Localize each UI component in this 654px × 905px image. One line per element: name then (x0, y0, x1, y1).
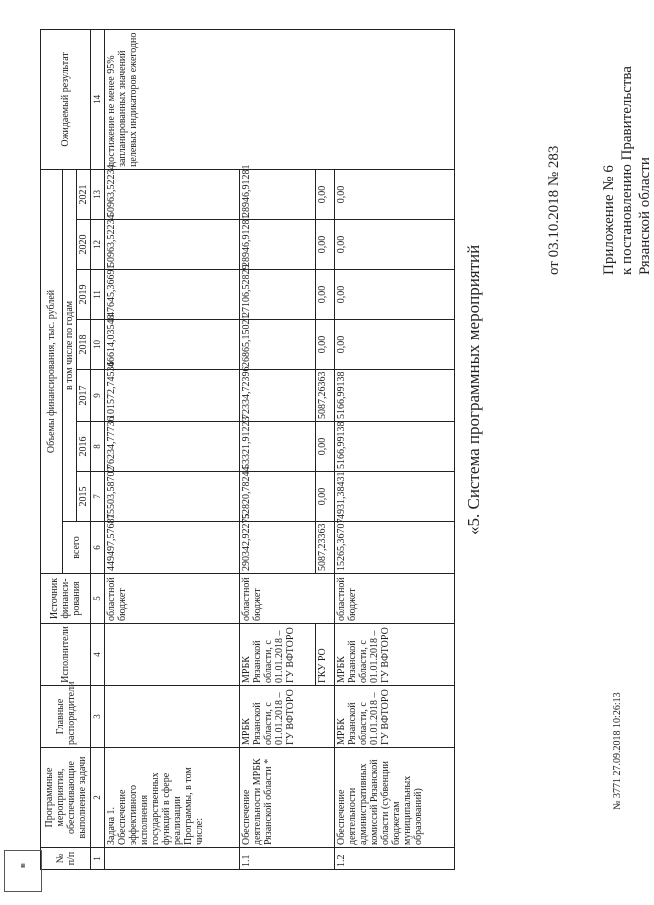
row-y2016: 76234,77736 (105, 422, 240, 472)
header-year: 2020 (77, 220, 91, 270)
column-number: 1 (91, 848, 105, 870)
row-y2020: 0,00 (316, 220, 334, 270)
column-number: 3 (91, 686, 105, 748)
row-y2018: 46614,03548 (105, 320, 240, 370)
row-y2021: 0,00 (334, 169, 454, 219)
row-measure: Обеспечение деятельности МРБК Рязанской области * (239, 748, 334, 848)
column-number: 6 (91, 522, 105, 574)
row-manager: МРБК Рязанской области, с 01.01.2018 – ГУ ВФТОРО (334, 686, 454, 748)
row-y2019: 0,00 (334, 270, 454, 320)
row-y2020: 28946,91281 (239, 220, 316, 270)
row-y2015: 52820,78244 (239, 472, 316, 522)
row-y2018: 0,00 (316, 320, 334, 370)
row-y2016: 53321,91223 (239, 422, 316, 472)
row-source: областной бюджет (334, 574, 454, 624)
page-title: «5. Система программных мероприятий (464, 244, 483, 535)
column-number: 8 (91, 422, 105, 472)
row-num: 1.2 (334, 848, 454, 870)
header-num: № п/п (41, 848, 91, 870)
row-y2017: 5166,99138 (334, 370, 454, 422)
header-year: 2017 (77, 370, 91, 422)
row-total: 290342,92275 (239, 522, 316, 574)
row-executor: МРБК Рязанской области, с 01.01.2018 – ГУ ВФТОРО (334, 624, 454, 686)
row-y2017: 5087,26363 (316, 370, 334, 422)
row-y2015: 4931,38431 (334, 472, 454, 522)
header-year: 2015 (77, 472, 91, 522)
row-y2016: 5166,99138 (334, 422, 454, 472)
header-year: 2021 (77, 169, 91, 219)
approval-line-2: к постановлению Правительства (619, 66, 635, 275)
column-number: 12 (91, 220, 105, 270)
row-y2016: 0,00 (316, 422, 334, 472)
column-number: 9 (91, 370, 105, 422)
header-measures: Программные мероприятия, обеспечивающие выполнение задачи (41, 748, 91, 848)
header-year: 2018 (77, 320, 91, 370)
header-funding: Объемы финансирования, тыс. рублей (41, 169, 63, 573)
document-registration-stamp: № 3771 27.09.2018 10:26:13 (612, 692, 623, 810)
header-source: Источник финанси-рования (41, 574, 91, 624)
row-y2019: 0,00 (316, 270, 334, 320)
row-y2018: 0,00 (334, 320, 454, 370)
header-managers: Главные распорядители (41, 686, 91, 748)
column-number: 2 (91, 748, 105, 848)
column-number: 7 (91, 472, 105, 522)
row-measure: Задача 1. Обеспечение эффективного исполнения государственных функций в сфере реализации Программы, в том числе: (105, 748, 240, 848)
program-measures-table (40, 30, 455, 870)
row-total: 449497,57681 (105, 522, 240, 574)
column-number: 10 (91, 320, 105, 370)
row-num: 1.1 (239, 848, 334, 870)
row-manager (105, 686, 240, 748)
row-result: достижение не менее 95% запланированных значений целевых индикаторов ежегодно (105, 29, 455, 169)
row-y2021: 28946,91281 (239, 169, 316, 219)
row-y2019: 47645,36691 (105, 270, 240, 320)
row-executor (105, 624, 240, 686)
row-manager: МРБК Рязанской области, с 01.01.2018 – ГУ ВФТОРО (239, 686, 334, 748)
column-number: 5 (91, 574, 105, 624)
row-y2015: 0,00 (316, 472, 334, 522)
approval-line-3: Рязанской области (637, 157, 653, 275)
column-number: 4 (91, 624, 105, 686)
column-number: 14 (91, 29, 105, 169)
header-total: всего (63, 522, 91, 574)
row-executor: ГКУ РО (316, 624, 334, 686)
row-y2017: 72334,72396 (239, 370, 316, 422)
row-total: 15265,36707 (334, 522, 454, 574)
seal-logo: ▦ (4, 850, 42, 892)
header-result: Ожидаемый результат (41, 29, 91, 169)
column-number: 13 (91, 169, 105, 219)
row-source: областной бюджет (239, 574, 334, 624)
table-row (105, 29, 240, 869)
approval-date: от 03.10.2018 № 283 (546, 145, 562, 275)
row-measure: Обеспечение деятельности административных комиссий Рязанской области (субвенции бюджетам муниципальных образований) (334, 748, 454, 848)
column-number: 11 (91, 270, 105, 320)
row-y2019: 27106,52829 (239, 270, 316, 320)
header-year: 2016 (77, 422, 91, 472)
row-y2021: 50963,52234 (105, 169, 240, 219)
row-y2020: 0,00 (334, 220, 454, 270)
header-by-years: в том числе по годам (63, 169, 77, 521)
column-number-row (91, 29, 105, 869)
row-source: областной бюджет (105, 574, 240, 624)
header-year: 2019 (77, 270, 91, 320)
row-executor: МРБК Рязанской области, с 01.01.2018 – ГУ ВФТОРО (239, 624, 316, 686)
row-total: 5087,23363 (316, 522, 334, 574)
row-y2020: 50963,52234 (105, 220, 240, 270)
header-executors: Исполнители (41, 624, 91, 686)
row-num (105, 848, 240, 870)
row-y2018: 26865,15021 (239, 320, 316, 370)
approval-block (600, 15, 654, 275)
row-y2015: 75503,58702 (105, 472, 240, 522)
row-y2017: 101572,74536 (105, 370, 240, 422)
approval-line-1: Приложение № 6 (601, 165, 617, 275)
row-y2021: 0,00 (316, 169, 334, 219)
